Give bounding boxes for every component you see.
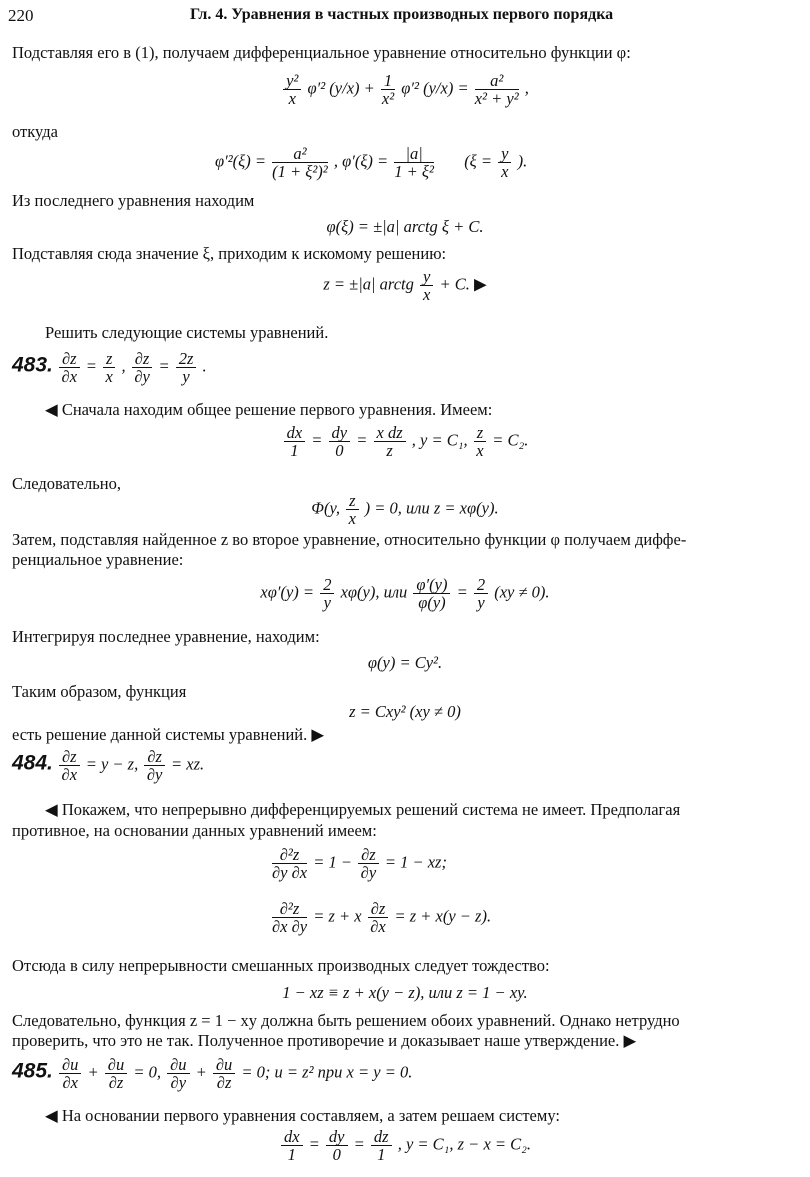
- fraction: $\frac{\partial z}{\partial x}$: [368, 900, 389, 935]
- text-line: откуда: [12, 122, 58, 141]
- equation-characteristic-485: $\frac{dx}{1}$ = $\frac{dy}{0}$ = $\frac{dz}{1}$ , y = C₁, z − x = C₂.: [0, 1128, 810, 1172]
- text-line: ренциальное уравнение:: [12, 550, 184, 569]
- equation-phi-substitution: $\frac{\text{y²}}{x}$ φ′² (y/x) + $\frac{1}{\text{x²}}$ φ′² (y/x) = $\frac{\text{a²}}{\text{x² + y²}}$ ,: [0, 72, 810, 118]
- fraction: $\frac{\partial z}{\partial y}$: [358, 846, 379, 881]
- equation-phi-y: φ(y) = Cy².: [367, 653, 443, 672]
- fraction: $\frac{\text{y²}}{x}$: [283, 72, 301, 107]
- section-intro: Решить следующие системы уравнений.: [45, 323, 329, 342]
- equation-mixed-derivative-2: $\frac{\text{∂²z}}{\partial x \partial y}$ = z + x $\frac{\partial z}{\partial x}$ = z + x(y − z).: [272, 899, 492, 936]
- text-line: Из последнего уравнения находим: [12, 191, 255, 210]
- text-line: Следовательно, функция z = 1 − xy должна быть решением обоих уравнений. Однако нетрудно: [12, 1011, 680, 1030]
- equation-identity: 1 − xz ≡ z + x(y − z), или z = 1 − xy.: [282, 983, 528, 1002]
- problem-number: 484.: [12, 751, 53, 775]
- text-line: ◀ На основании первого уравнения составляем, а затем решаем систему:: [45, 1106, 560, 1125]
- page-number: 220: [8, 6, 34, 25]
- text-line: проверить, что это не так. Полученное противоречие и доказывает наше утверждение. ▶: [12, 1031, 637, 1050]
- problem-484-statement: 484. $\frac{\partial z}{\partial x}$ = y − z, $\frac{\partial z}{\partial y}$ = xz.: [12, 747, 205, 784]
- fraction: $\frac{z}{x}$: [474, 424, 486, 459]
- equation-final-solution: z = ±|a| arctg $\frac{y}{x}$ + C. ▶: [323, 267, 487, 304]
- fraction: $\frac{\text{∂²z}}{\partial y \partial x}$: [272, 845, 308, 882]
- equation-solution-483: z = Cxy² (xy ≠ 0): [349, 702, 461, 721]
- text-line: Затем, подставляя найденное z во второе уравнение, относительно функции φ получаем диффе-: [12, 530, 687, 549]
- fraction: $\frac{z}{x}$: [103, 350, 115, 385]
- fraction: $\frac{z}{x}$: [346, 492, 358, 527]
- text-line: Отсюда в силу непрерывности смешанных производных следует тождество:: [12, 956, 550, 975]
- fraction: $\frac{|a|}{\text{1 + ξ²}}$: [394, 144, 434, 181]
- problem-number: 485.: [12, 1059, 53, 1083]
- fraction: $\frac{\partial u}{\partial x}$: [59, 1056, 81, 1091]
- text-line: Подставляя сюда значение ξ, приходим к искомому решению:: [12, 244, 447, 263]
- fraction: $\frac{dz}{1}$: [371, 1128, 392, 1163]
- fraction: $\frac{\partial z}{\partial y}$: [132, 350, 153, 385]
- text-line: противное, на основании данных уравнений имеем:: [12, 821, 377, 840]
- fraction: $\frac{\partial u}{\partial z}$: [213, 1056, 235, 1091]
- fraction: $\frac{y}{x}$: [498, 145, 511, 180]
- fraction: $\frac{dy}{0}$: [326, 1128, 348, 1163]
- fraction: $\frac{y}{x}$: [420, 268, 433, 303]
- fraction: $\frac{\text{∂²z}}{\partial x \partial y}$: [272, 899, 308, 936]
- fraction: $\frac{2}{y}$: [320, 576, 334, 611]
- text-line: есть решение данной системы уравнений. ▶: [12, 725, 325, 744]
- text-line: Таким образом, функция: [12, 682, 187, 701]
- fraction: $\frac{dy}{0}$: [329, 424, 351, 459]
- text-line: ◀ Покажем, что непрерывно дифференцируемых решений система не имеет. Предполагая: [45, 800, 681, 819]
- text-line: Подставляя его в (1), получаем дифференциальное уравнение относительно функции φ:: [12, 43, 631, 62]
- fraction: $\frac{dx}{1}$: [281, 1128, 303, 1163]
- fraction: $\frac{\text{a²}}{\text{(1 + ξ²)²}}$: [272, 144, 328, 181]
- equation-general-483: Φ(y, $\frac{z}{x}$ ) = 0, или z = xφ(y).: [311, 491, 499, 528]
- fraction: $\frac{\partial z}{\partial x}$: [59, 748, 80, 783]
- fraction: $\frac{2}{y}$: [474, 576, 488, 611]
- text-line: Следовательно,: [12, 474, 121, 493]
- problem-485-statement: 485. $\frac{\partial u}{\partial x}$ + $\frac{\partial u}{\partial z}$ = 0, $\frac{\partial u}{\partial y}$ + $\frac{\partial u}{\partial z}$ = 0; u = z² при x = y = 0.: [12, 1055, 413, 1092]
- fraction: $\frac{\text{a²}}{\text{x² + y²}}$: [474, 71, 519, 108]
- fraction: $\frac{\partial u}{\partial z}$: [105, 1056, 127, 1091]
- equation-mixed-derivative-1: $\frac{\text{∂²z}}{\partial y \partial x}$ = 1 − $\frac{\partial z}{\partial y}$ = 1 − xz;: [272, 845, 447, 882]
- fraction: $\frac{\partial z}{\partial y}$: [144, 748, 165, 783]
- fraction: $\frac{1}{\text{x²}}$: [381, 71, 395, 108]
- chapter-title: Гл. 4. Уравнения в частных производных первого порядка: [190, 6, 614, 23]
- fraction: $\frac{2z}{y}$: [176, 350, 197, 385]
- equation-phi-ode-483: xφ′(y) = $\frac{2}{y}$ xφ(y), или $\frac{\varphi'(y)}{\varphi(y)}$ = $\frac{2}{y}$ (xy ≠ 0).: [260, 575, 550, 612]
- fraction: $\frac{dx}{1}$: [284, 424, 306, 459]
- problem-number: 483.: [12, 353, 53, 377]
- equation-phi-solution: φ(ξ) = ±|a| arctg ξ + C.: [326, 217, 484, 236]
- fraction: $\frac{\partial z}{\partial x}$: [59, 350, 80, 385]
- fraction: $\frac{\partial u}{\partial y}$: [167, 1056, 189, 1091]
- fraction: $\frac{\text{x dz}}{z}$: [374, 424, 406, 459]
- fraction: $\frac{\varphi'(y)}{\varphi(y)}$: [413, 576, 450, 611]
- equation-phi-prime: φ′²(ξ) = $\frac{\text{a²}}{\text{(1 + ξ²)²}}$ , φ′(ξ) = $\frac{|a|}{\text{1 + ξ²}}$ (ξ = $\frac{y}{x}$ ).: [215, 144, 528, 181]
- text-line: Интегрируя последнее уравнение, находим:: [12, 627, 320, 646]
- text-line: ◀ Сначала находим общее решение первого уравнения. Имеем:: [45, 400, 493, 419]
- problem-483-statement: 483. $\frac{\partial z}{\partial x}$ = $\frac{z}{x}$ , $\frac{\partial z}{\partial y}$ = $\frac{2z}{y}$ .: [12, 349, 207, 386]
- equation-characteristic-483: $\frac{dx}{1}$ = $\frac{dy}{0}$ = $\frac{\text{x dz}}{z}$ , y = C₁, $\frac{z}{x}$ = C₂.: [0, 424, 810, 468]
